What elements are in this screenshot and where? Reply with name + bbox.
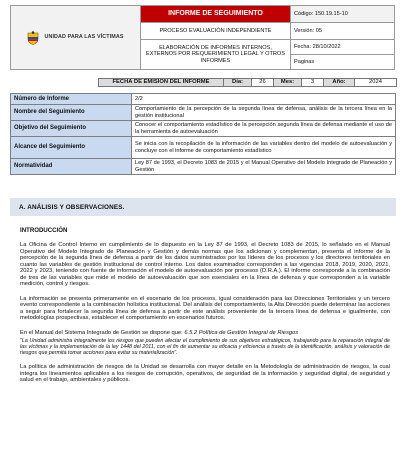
info-row bbox=[11, 94, 396, 105]
month-value: 3 bbox=[302, 79, 324, 87]
info-row bbox=[11, 159, 396, 175]
month-label: Mes: bbox=[274, 79, 302, 87]
day-value: 26 bbox=[252, 79, 274, 87]
section-heading: A. ANÁLISIS Y OBSERVACIONES. bbox=[10, 198, 396, 216]
info-value: Conocer el comportamiento estadístico de la percepción segunda línea de defensa mediante el uso de la herramienta de autoevaluación bbox=[132, 121, 396, 137]
info-label: Normatividad bbox=[11, 159, 132, 175]
paragraph-text: En el Manual del Sistema Integrado de Gestión se dispone que: bbox=[20, 330, 183, 337]
info-row bbox=[11, 137, 396, 159]
intro-heading: INTRODUCCIÓN bbox=[20, 227, 68, 234]
info-label: Nombre del Seguimiento bbox=[11, 105, 132, 121]
info-label: Objetivo del Seguimiento bbox=[11, 121, 132, 137]
paragraph bbox=[20, 330, 390, 337]
year-value: 2024 bbox=[355, 79, 397, 87]
info-value: Comportamiento de la percepción de la segunda línea de defensa, análisis de la tercera línea en la gestión institucional bbox=[132, 105, 396, 121]
info-value: Se inicia con la recopilación de la información de las variables dentro del modelo de autoevaluación y concluye con el informe de comportamiento estadístico bbox=[132, 137, 396, 159]
doc-code: Código: 150.19.15-10 bbox=[291, 6, 395, 23]
day-label: Día: bbox=[224, 79, 252, 87]
logo-cell bbox=[11, 6, 141, 70]
info-label: Alcance del Seguimiento bbox=[11, 137, 132, 159]
paragraph: La información se presenta primeramente en el escenario de los procesos, igual consideración para las Direcciones Territoriales y un tercero evento correspondiente a la combinación holística institucional. Del análisis del comportamiento, la Alta Dirección puede determinar las acciones a seguir para fortalecer la segunda línea de defensa a partir de este análisis proveniente de la tercera línea de defensa e igualmente, con metodologías prospectivas, establecer el comportamiento en escenarios futuros. bbox=[20, 295, 390, 322]
info-row bbox=[11, 105, 396, 121]
process-name: PROCESO EVALUACIÓN INDEPENDIENTE bbox=[141, 22, 291, 39]
year-label: Año: bbox=[324, 79, 355, 87]
procedure-name: ELABORACIÓN DE INFORMES INTERNOS, EXTERNOS POR REQUERIMIENTO LEGAL Y OTROS INFORMES bbox=[141, 39, 291, 69]
emission-label: FECHA DE EMISION DEL INFORME bbox=[99, 79, 224, 87]
info-row bbox=[11, 121, 396, 137]
info-value: Ley 87 de 1993, el Decreto 1083 de 2015 y el Manual Operativo del Modelo Integrado de Planeación y Gestión bbox=[132, 159, 396, 175]
coat-of-arms-icon bbox=[27, 31, 39, 45]
report-info-table bbox=[10, 93, 396, 175]
paragraph: La política de administración de riesgos de la Unidad se desarrolla con mayor detalle en la Metodología de administración de riesgos, la cual integra los lineamientos aplicables a los riesgos de corrupción, operativos, de seguridad de la información y seguridad digital, de seguridad y salud en el trabajo, ambientales y públicos. bbox=[20, 364, 390, 384]
info-label: Número de Informe bbox=[11, 94, 132, 105]
doc-version: Versión: 05 bbox=[291, 22, 395, 39]
emission-date-row bbox=[98, 78, 397, 87]
document-title: INFORME DE SEGUIMIENTO bbox=[141, 6, 291, 23]
policy-quote: "La Unidad administra integralmente los riesgos que pueden afectar el cumplimiento de sus objetivos estratégicos, trabajando para la reparación integral de las víctimas y la implementación de la ley 1448 del 2011, con el fin de aumentar su eficacia y eficiencia a través de la identificación, análisis y valoración de riesgos que permita tomar acciones para evitar su materialización". bbox=[20, 337, 390, 356]
quote-lead: 6.5.2 Política de Gestión Integral de Riesgos bbox=[184, 330, 299, 337]
report-body bbox=[20, 227, 390, 392]
doc-date: Fecha: 28/10/2022 bbox=[291, 39, 395, 55]
logo-text: UNIDAD PARA LAS VÍCTIMAS bbox=[44, 34, 124, 41]
info-value: 2/2 bbox=[132, 94, 396, 105]
paragraph: La Oficina de Control Interno en cumplimiento de lo dispuesto en la Ley 87 de 1993, el Decreto 1083 de 2015, lo señalado en el Manual Operativo del Modelo Integrado de Planeación y Gestión y demás normas que los adicionan y complementan, presenta el informe de la percepción de la segunda línea de defensa a partir de los datos suministrados por los líderes de los procesos y los directores territoriales en cuanto las variables de gestión institucional de control interno. Los datos examinados corresponden a las vigencias 2018, 2019, 2020, 2021, 2022 y 2023, teniendo con fuente de información el modelo de autoevaluación por procesos (D.R.A.). El informe corresponde a la combinación de tres de las variables que mide el modelo de autoevaluación que son esenciales en la línea de defensa y que corresponden a la variable medición, control y riesgos. bbox=[20, 242, 390, 288]
document-header bbox=[10, 5, 395, 70]
doc-pages: Paginas bbox=[291, 55, 395, 70]
